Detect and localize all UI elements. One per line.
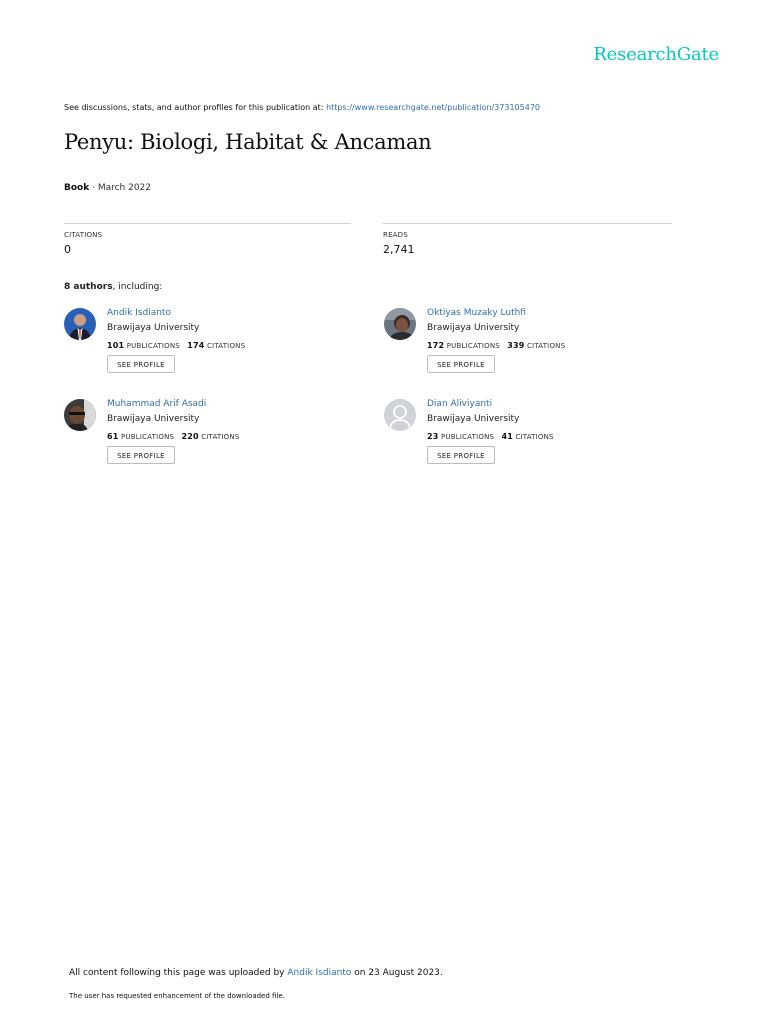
uploader-link[interactable]: Andik Isdianto	[287, 968, 352, 978]
author-institution: Brawijaya University	[107, 323, 200, 333]
author-institution: Brawijaya University	[107, 414, 200, 424]
publication-meta	[64, 183, 151, 193]
see-profile-button[interactable]: SEE PROFILE	[107, 355, 175, 373]
reads-divider	[383, 223, 672, 224]
citation-count: 339	[507, 341, 525, 350]
author-card	[64, 399, 364, 479]
author-card	[64, 308, 364, 388]
publications-label: PUBLICATIONS	[126, 342, 180, 350]
citations-label: CITATIONS	[515, 433, 554, 441]
citations-value: 0	[64, 243, 71, 256]
author-stats	[427, 341, 565, 350]
enhancement-note: The user has requested enhancement of the downloaded file.	[69, 992, 285, 1000]
see-profile-button[interactable]: SEE PROFILE	[107, 446, 175, 464]
citations-label: CITATIONS	[201, 433, 240, 441]
reads-value: 2,741	[383, 243, 415, 256]
publication-count: 172	[427, 341, 445, 350]
upload-notice	[69, 968, 443, 978]
meta-separator: ·	[89, 183, 98, 193]
publications-label: PUBLICATIONS	[446, 342, 500, 350]
publication-title: Penyu: Biologi, Habitat & Ancaman	[64, 130, 432, 154]
author-stats	[427, 432, 554, 441]
citation-count: 41	[501, 432, 513, 441]
author-institution: Brawijaya University	[427, 323, 520, 333]
citations-label: CITATIONS	[64, 231, 103, 239]
see-profile-button[interactable]: SEE PROFILE	[427, 355, 495, 373]
citations-divider	[64, 223, 351, 224]
photo-avatar-icon[interactable]	[64, 399, 96, 431]
researchgate-logo[interactable]: ResearchGate	[593, 44, 719, 65]
citation-count: 220	[181, 432, 199, 441]
publications-label: PUBLICATIONS	[120, 433, 175, 441]
author-name[interactable]: Dian Aliviyanti	[427, 399, 493, 409]
author-stats	[107, 432, 239, 441]
author-name[interactable]: Oktiyas Muzaky Luthfi	[427, 308, 526, 318]
publication-type: Book	[64, 183, 90, 193]
authors-summary	[64, 282, 162, 292]
citations-label: CITATIONS	[206, 342, 246, 350]
author-stats	[107, 341, 245, 350]
author-institution: Brawijaya University	[427, 414, 520, 424]
upload-middle: on	[354, 968, 366, 978]
publication-count: 101	[107, 341, 125, 350]
discussion-text: See discussions, stats, and author profiles for this publication at:	[64, 103, 324, 112]
author-card	[384, 308, 684, 388]
authors-suffix: , including:	[112, 282, 163, 292]
publication-date: March 2022	[97, 183, 152, 193]
citation-count: 174	[187, 341, 205, 350]
authors-count: 8 authors	[64, 282, 113, 292]
citations-label: CITATIONS	[526, 342, 566, 350]
discussion-line	[64, 103, 540, 112]
publication-link[interactable]: https://www.researchgate.net/publication/373105470	[326, 103, 540, 112]
author-name[interactable]: Muhammad Arif Asadi	[107, 399, 207, 409]
see-profile-button[interactable]: SEE PROFILE	[427, 446, 495, 464]
author-card	[384, 399, 684, 479]
upload-date: 23 August 2023.	[368, 968, 443, 978]
publications-label: PUBLICATIONS	[440, 433, 495, 441]
upload-prefix: All content following this page was uploaded by	[69, 968, 285, 978]
reads-label: READS	[383, 231, 408, 239]
author-name[interactable]: Andik Isdianto	[107, 308, 171, 318]
default-avatar-icon[interactable]	[384, 399, 416, 431]
photo-avatar-icon[interactable]	[64, 308, 96, 340]
publication-count: 61	[107, 432, 119, 441]
photo-avatar-icon[interactable]	[384, 308, 416, 340]
publication-count: 23	[427, 432, 439, 441]
